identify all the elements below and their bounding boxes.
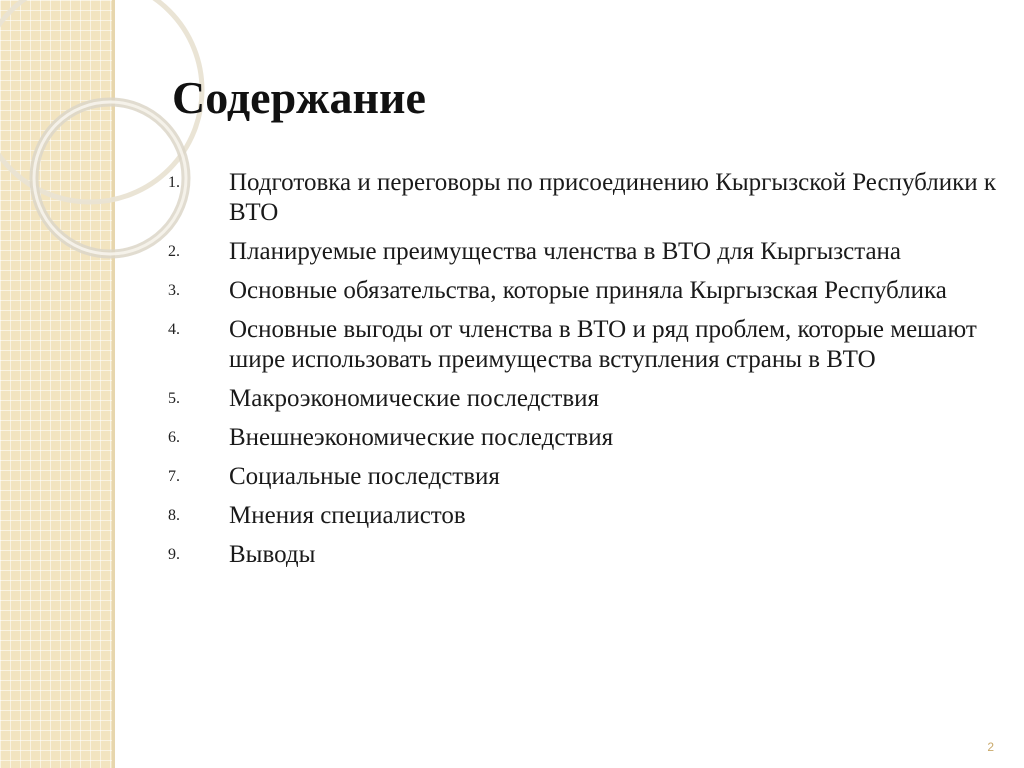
list-item-number: 9. [168, 546, 180, 563]
decorative-grid-panel [0, 0, 112, 768]
list-item-number: 1. [168, 174, 180, 191]
list-item-text: Основные обязательства, которые приняла Кыргызская Республика [229, 277, 947, 304]
list-item-text: Социальные последствия [229, 463, 500, 490]
list-item-number: 7. [168, 468, 180, 485]
list-item [168, 501, 998, 531]
list-item-text: Планируемые преимущества членства в ВТО для Кыргызстана [229, 238, 902, 265]
list-item [168, 423, 998, 453]
list-item [168, 315, 998, 375]
list-item-text: Основные выгоды от членства в ВТО и ряд проблем, которые мешают шире использовать преимущества вступления страны в ВТО [229, 316, 977, 373]
slide-title: Содержание [172, 72, 426, 123]
list-item-text: Подготовка и переговоры по присоединению Кыргызской Республики к ВТО [229, 169, 997, 226]
list-item-number: 6. [168, 429, 180, 446]
list-item-number: 2. [168, 243, 180, 260]
list-item-text: Мнения специалистов [229, 502, 466, 529]
panel-border [112, 0, 115, 768]
list-item [168, 462, 998, 492]
list-item-number: 8. [168, 507, 180, 524]
contents-list [168, 168, 998, 579]
list-item [168, 276, 998, 306]
page-number: 2 [987, 740, 994, 754]
list-item [168, 168, 998, 228]
list-item [168, 237, 998, 267]
list-item-text: Макроэкономические последствия [229, 385, 600, 412]
list-item-number: 5. [168, 390, 180, 407]
list-item-number: 4. [168, 321, 180, 338]
list-item-number: 3. [168, 282, 180, 299]
list-item-text: Внешнеэкономические последствия [229, 424, 614, 451]
list-item-text: Выводы [229, 541, 316, 568]
list-item [168, 384, 998, 414]
list-item [168, 540, 998, 570]
